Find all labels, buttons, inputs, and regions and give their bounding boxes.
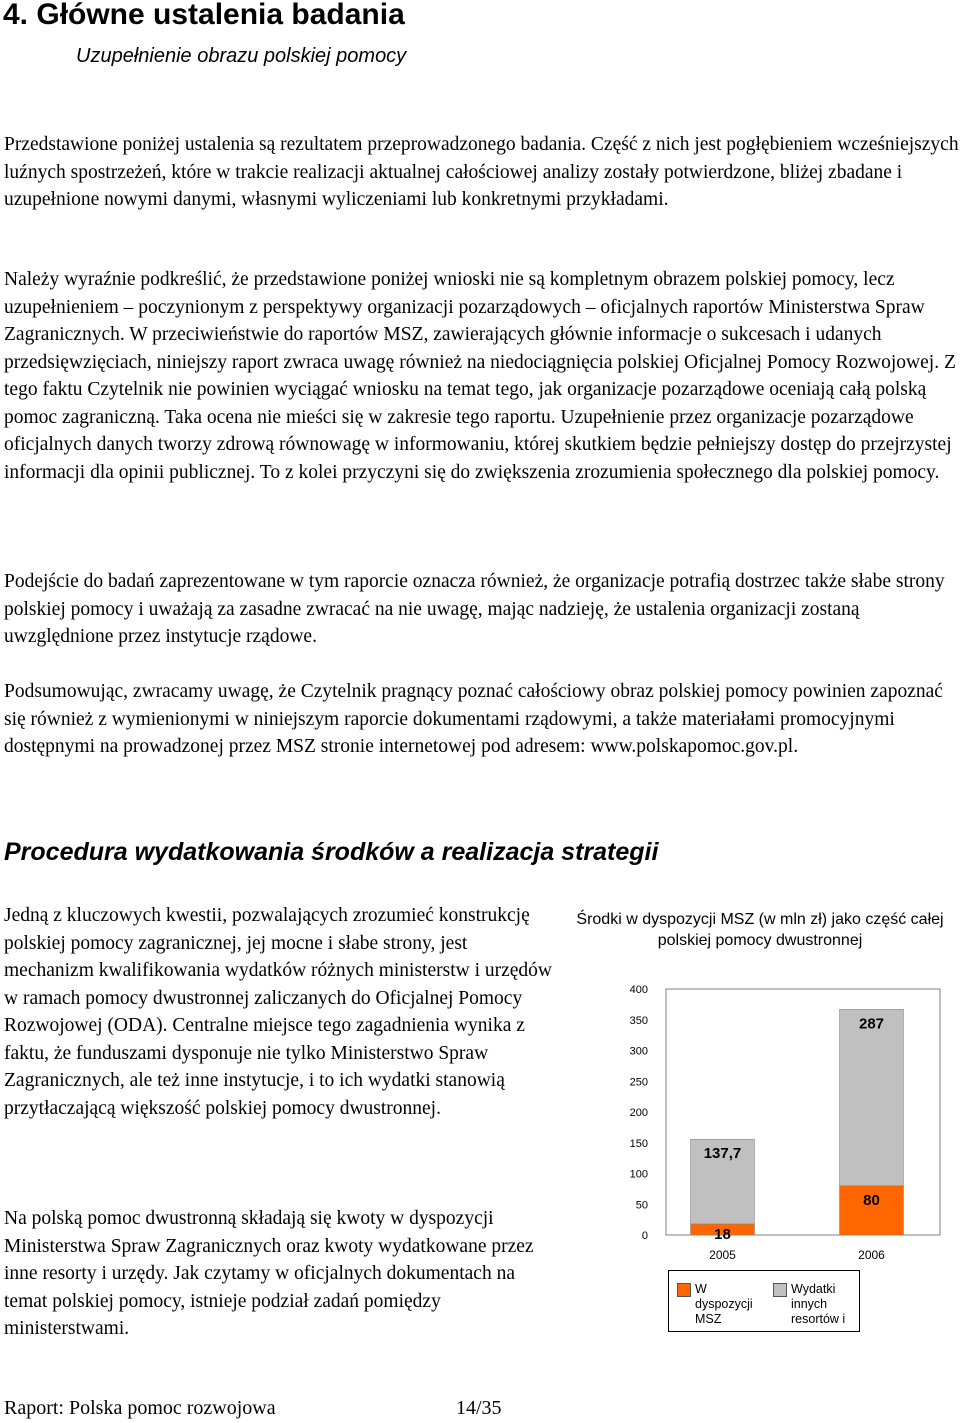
section2-title: Procedura wydatkowania środków a realizacja strategii	[4, 838, 659, 866]
x-tick-label: 2005	[709, 1248, 736, 1262]
section-title: 4. Główne ustalenia badania	[3, 0, 405, 31]
section2-paragraph-2: Na polską pomoc dwustronną składają się kwoty w dyspozycji Ministerstwa Spraw Zagranicznych oraz kwoty wydatkowane przez inne resorty i urzędy. Jak czytamy w oficjalnych dokumentach na temat polskiej pomocy, istnieje podział zadań pomiędzy ministerstwami.	[4, 1208, 534, 1339]
chart-title: Środki w dyspozycji MSZ (w mln zł) jako część całej polskiej pomocy dwustronnej	[576, 911, 944, 949]
y-tick-label: 50	[635, 1199, 648, 1212]
paragraph-4: Podsumowując, zwracamy uwagę, że Czytelnik pragnący poznać całościowy obraz polskiej pomocy powinien zapoznać się również z wymienionymi w niniejszym raporcie dokumentami rządowymi, a także materiałami promocyjnymi dostępnymi na prowadzonej przez MSZ stronie internetowej pod adresem: www.polskapomoc.gov.pl.	[4, 681, 943, 757]
stacked-bar-chart	[560, 905, 960, 1335]
legend-label-other: Wydatki innych resortów i	[791, 1282, 846, 1326]
data-label: 18	[714, 1226, 731, 1243]
y-tick-label: 100	[629, 1168, 648, 1181]
paragraph-2: Należy wyraźnie podkreślić, że przedstawione poniżej wnioski nie są kompletnym obrazem polskiej pomocy, lecz uzupełnieniem – poczynionym z perspektywy organizacji pozarządowych – oficjalnych raportów Ministerstwa Spraw Zagranicznych. W przeciwieństwie do raportów MSZ, zawierających głównie informacje o sukcesach i udanych przedsięwzięciach, niniejszy raport zwraca uwagę również na niedociągnięcia polskiej Oficjalnej Pomocy Rozwojowej. Z tego faktu Czytelnik nie powinien wyciągać wniosku na temat tego, jak organizacje pozarządowe oceniają całą polską pomoc zagraniczną. Taka ocena nie mieści się w zakresie tego raportu. Uzupełnienie przez organizacje pozarządowe oficjalnych danych tworzy zdrową równowagę w informowaniu, której skutkiem będzie pełniejszy dostęp do przejrzystej informacji dla opinii publicznej. To z kolei przyczyni się do zwiększenia zrozumienia społecznego dla polskiej pomocy.	[4, 269, 956, 483]
footer-page-number: 14/35	[456, 1397, 502, 1419]
y-tick-label: 150	[629, 1137, 648, 1150]
chart-legend	[668, 1270, 860, 1332]
data-label: 287	[858, 1015, 885, 1033]
data-label: 137,7	[703, 1145, 742, 1163]
paragraph-1: Przedstawione poniżej ustalenia są rezultatem przeprowadzonego badania. Część z nich jest pogłębieniem wcześniejszych luźnych spostrzeżeń, które w trakcie realizacji aktualnej całościowej analizy zostały potwierdzone, bliżej zbadane i uzupełnione nowymi danymi, własnymi wyliczeniami lub konkretnymi przykładami.	[4, 134, 959, 210]
x-tick-label: 2006	[858, 1248, 885, 1262]
footer-report-label: Raport: Polska pomoc rozwojowa	[4, 1397, 276, 1419]
y-tick-label: 0	[641, 1230, 648, 1242]
data-label: 80	[863, 1191, 880, 1209]
paragraph-3: Podejście do badań zaprezentowane w tym raporcie oznacza również, że organizacje potrafią dostrzec także słabe strony polskiej pomocy i uważają za zasadne zwracać na nie uwagę, mając nadzieję, że ustalenia organizacji zostaną uwzględnione przez instytucje rządowe.	[4, 571, 945, 647]
y-tick-label: 350	[629, 1014, 648, 1027]
legend-swatch-other	[773, 1283, 787, 1297]
y-tick-label: 300	[629, 1045, 648, 1058]
bar-segment	[840, 1009, 904, 1186]
legend-label-msz: W dyspozycji MSZ	[695, 1282, 753, 1326]
y-tick-label: 400	[629, 984, 648, 996]
section2-paragraph-1: Jedną z kluczowych kwestii, pozwalających zrozumieć konstrukcję polskiej pomocy zagranicznej, jej mocne i słabe strony, jest mechanizm kwalifikowania wydatków różnych ministerstw i urzędów w ramach pomocy dwustronnej zaliczanych do Oficjalnej Pomocy Rozwojowej (ODA). Centralne miejsce tego zagadnienia wynika z faktu, że funduszami dysponuje nie tylko Ministerstwo Spraw Zagranicznych, ale też inne instytucje, i to ich wydatki stanowią przytłaczającą większość polskiej pomocy dwustronnej.	[4, 905, 553, 1119]
y-tick-label: 250	[629, 1076, 648, 1089]
section-subtitle: Uzupełnienie obrazu polskiej pomocy	[76, 45, 407, 67]
y-tick-label: 200	[629, 1107, 648, 1119]
legend-swatch-msz	[677, 1283, 691, 1297]
